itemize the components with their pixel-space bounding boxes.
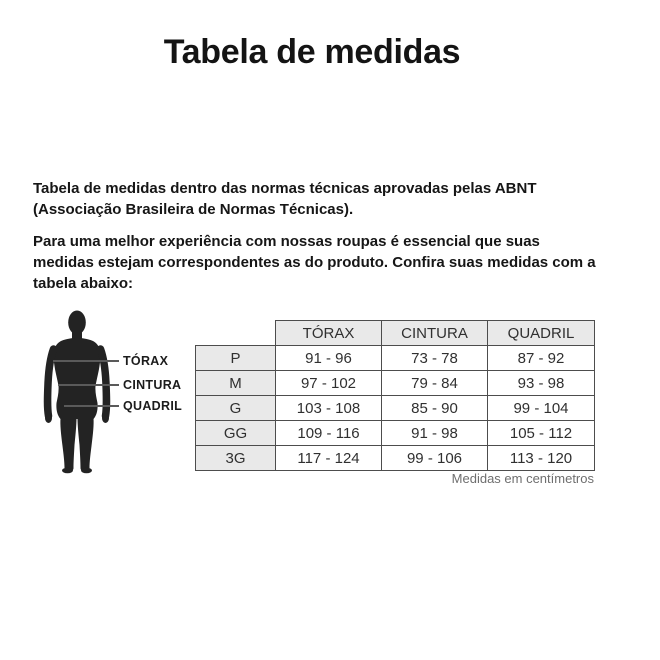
- quadril-value: 105 - 112: [488, 421, 595, 446]
- intro-paragraph-abnt: [33, 178, 633, 220]
- quadril-value: 93 - 98: [488, 371, 595, 396]
- quadril-value: 87 - 92: [488, 346, 595, 371]
- size-table-row-gg: [196, 421, 595, 446]
- male-silhouette-icon: [40, 310, 114, 474]
- column-header-quadril: QUADRIL: [488, 321, 595, 346]
- intro-paragraph-abnt-line-2: (Associação Brasileira de Normas Técnicas).: [33, 201, 354, 218]
- column-header-cintura: CINTURA: [382, 321, 488, 346]
- body-measurement-figure: [40, 310, 114, 474]
- size-table-row-3g: [196, 446, 595, 471]
- intro-paragraph-instructions: [33, 231, 633, 294]
- torax-value: 97 - 102: [276, 371, 382, 396]
- cintura-value: 99 - 106: [382, 446, 488, 471]
- cintura-value: 79 - 84: [382, 371, 488, 396]
- size-cell: G: [196, 396, 276, 421]
- column-header-torax: TÓRAX: [276, 321, 382, 346]
- size-table: [195, 320, 595, 471]
- chest-label: TÓRAX: [123, 354, 169, 368]
- intro-paragraph-abnt-line-1: Tabela de medidas dentro das normas técnicas aprovadas pelas ABNT: [33, 180, 537, 197]
- hip-label: QUADRIL: [123, 399, 183, 413]
- intro-paragraph-instructions-line-2: medidas estejam correspondentes as do produto. Confira suas medidas com a: [33, 254, 596, 271]
- cintura-value: 85 - 90: [382, 396, 488, 421]
- waist-label: CINTURA: [123, 378, 182, 392]
- table-corner-blank: [196, 321, 276, 346]
- size-cell: P: [196, 346, 276, 371]
- size-table-row-g: [196, 396, 595, 421]
- torax-value: 109 - 116: [276, 421, 382, 446]
- page-title: Tabela de medidas: [163, 33, 461, 71]
- size-table-row-p: [196, 346, 595, 371]
- size-cell: 3G: [196, 446, 276, 471]
- units-note: Medidas em centímetros: [451, 471, 594, 486]
- cintura-value: 73 - 78: [382, 346, 488, 371]
- torax-value: 117 - 124: [276, 446, 382, 471]
- chest-pointer-line: [53, 360, 119, 362]
- intro-paragraph-instructions-line-1: Para uma melhor experiência com nossas roupas é essencial que suas: [33, 233, 540, 250]
- size-cell: GG: [196, 421, 276, 446]
- torax-value: 91 - 96: [276, 346, 382, 371]
- intro-paragraph-instructions-line-3: tabela abaixo:: [33, 275, 134, 292]
- torax-value: 103 - 108: [276, 396, 382, 421]
- waist-pointer-line: [58, 384, 119, 386]
- quadril-value: 113 - 120: [488, 446, 595, 471]
- size-table-header-row: [196, 321, 595, 346]
- hip-pointer-line: [64, 405, 119, 407]
- size-cell: M: [196, 371, 276, 396]
- cintura-value: 91 - 98: [382, 421, 488, 446]
- quadril-value: 99 - 104: [488, 396, 595, 421]
- size-table-row-m: [196, 371, 595, 396]
